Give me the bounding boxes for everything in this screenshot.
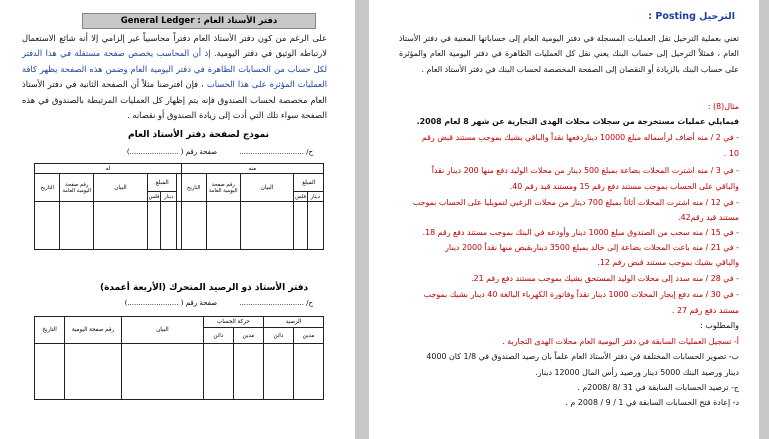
- rb-col-date: التاريخ: [35, 317, 65, 344]
- ledger-table: [34, 163, 324, 250]
- ledger-col-journal-right: رقم صفحة اليومية العامة: [206, 174, 240, 202]
- table1-account-dots: .............................: [239, 148, 304, 156]
- ledger-fils-left: فلس: [148, 193, 160, 200]
- table2-account-label: ح/: [306, 299, 313, 307]
- example-title: مثال(8) :: [707, 102, 739, 111]
- rb-header-movement: حركة الحساب: [203, 317, 263, 328]
- ledger-col-date-left: التاريخ: [35, 174, 60, 202]
- ledger-col-date-right: التاريخ: [181, 174, 206, 202]
- ledger-header-from: له: [35, 164, 182, 174]
- posting-intro: تعني بعملية الترحيل نقل العمليات المسجلة في دفتر اليومية العام إلى حساباتها المعنية في دفتر الأستاذ العام ، فمثلاً الترحيل إلى حساب البنك يعني نقل كل العمليات الظاهرة في دفتر اليومية العام والمؤثرة على حساب البنك بالزيادة أو النقصان إلى الصفحة المخصصة لحساب البنك في دفتر الأستاذ العام .: [399, 34, 739, 74]
- rb-balance-debit: مدين: [293, 328, 323, 344]
- table2-page-dots: .......................): [124, 299, 179, 307]
- table1-title: نموذج لصفحة دفتر الأستاذ العام: [128, 130, 269, 140]
- required-item-b-1: ب- تصوير الحسابات المختلفة في دفتر الأستاذ العام علماً بان رصيد الصندوق في 1/8 كان 4000: [426, 352, 739, 361]
- table2-account-dots: .............................: [239, 299, 304, 307]
- table2-account-line: [48, 299, 313, 307]
- rb-header-balance: الرصيد: [263, 317, 323, 328]
- table1-page-label: صفحة رقم (: [180, 148, 218, 156]
- required-title: والمطلوب :: [700, 321, 739, 330]
- example-item-line-9: - في 28 / منه سدد إلى محلات الوليد المستحق بشيك بموجب مستند دفع رقم 21.: [471, 274, 739, 283]
- ledger-col-amount-left: المبلغ: [147, 174, 177, 192]
- example-item-line-3: والباقي على الحساب بموجب مستند دفع رقم 15 ومستند قيد رقم 40.: [509, 182, 739, 191]
- required-item-d: د- إعادة فتح الحسابات السابقة في 1 / 9 / 2008 م .: [565, 398, 739, 407]
- example-intro: فيمايلي عمليات مستخرجة من سجلات محلات الهدى التجارية عن شهر 8 لعام 2008.: [416, 117, 739, 126]
- left-document-page: [0, 0, 355, 439]
- example-item-line-6: - في 15 / منه سحب من الصندوق مبلغ 1000 دينار وأودعه في البنك بموجب مستند دفع رقم 18.: [422, 228, 739, 237]
- table2-page-label: صفحة رقم (: [180, 299, 218, 307]
- table1-page-dots: ......................): [126, 148, 179, 156]
- example-item-line-2: - في 3 / منه اشترت المحلات بضاعة بمبلغ 500 دينار من محلات الوليد دفع منها 200 دينار نقداً: [431, 166, 739, 175]
- intro-text-2: فإن افترضنا مثلاً أن الصفحة الثانية في دفتر الأستاذ العام مخصصة لحساب الصندوق فإنه يتم إظهار كل العمليات المرتبطة بالصندوق في هذه الصفحة سواء تلك التي أدت إلى زيادة الصندوق أو نقصانه .: [22, 79, 327, 121]
- intro-text-1: على الرغم من كون دفتر الأستاذ العام دفتراً محاسبياً غير إلزامي إلا أنه شائع الاستعمال لارتباطه الوثيق في دفتر اليومية.: [22, 33, 328, 59]
- required-item-a: أ- تسجيل العمليات السابقة في دفتر اليومية العام محلات الهدى التجارية .: [502, 337, 739, 346]
- example-item-line-11: مستند دفع رقم 27 .: [671, 306, 739, 315]
- ledger-fils-right: فلس: [295, 193, 306, 200]
- rb-col-statement: البيان: [122, 317, 204, 344]
- table1-account-label: ح/: [306, 148, 313, 156]
- ledger-dinar-left: دينار: [161, 192, 177, 202]
- ledger-col-amount-right: المبلغ: [294, 174, 324, 192]
- example-item-line-10: - في 30 / منه دفع إيجار المحلات 1000 دينار نقداً وفاتورة الكهرباء البالغة 40 دينار بشيك بموجب: [423, 290, 739, 299]
- example-item-line-8: والباقي بشيك بموجب مستند قبض رقم 12.: [597, 258, 739, 267]
- required-item-b-2: دينار ورصيد البنك 5000 دينار ورصيد رأس المال 12000 دينار.: [535, 368, 739, 377]
- ledger-col-statement-right: البيان: [240, 174, 294, 202]
- rb-movement-debit: مدين: [233, 328, 263, 344]
- general-ledger-heading: General Ledger : دفتر الأستاذ العام: [82, 13, 316, 29]
- intro-text-blue: إذ أن المحاسب يخصص صفحة مستقلة في هذا الدفتر لكل حساب من الحسابات الظاهرة في دفتر اليومية العام وضمن هذه الصفحة يظهر كافة العمليات المؤثرة على هذا الحساب ،: [22, 48, 327, 90]
- running-balance-table: [34, 316, 324, 400]
- table2-title: دفتر الأستاذ ذو الرصيد المتحرك (الأربعة أعمدة): [100, 283, 309, 293]
- example-item-line-0: - في 2 / منه أضاف لرأسماله مبلغ 10000 ديناردفعها نقداً والباقي بشيك بموجب مستند قبض رقم: [421, 133, 739, 142]
- ledger-col-journal-left: رقم صفحة اليومية العامة: [60, 174, 94, 202]
- ledger-dinar-right: دينار: [307, 192, 323, 202]
- rb-col-journal-page: رقم صفحة اليومية: [65, 317, 122, 344]
- example-item-line-1: 10 .: [723, 149, 739, 158]
- table1-account-line: [48, 148, 313, 156]
- example-item-line-7: - في 21 / منه باعت المحلات بضاعة إلى خالد بمبلغ 3500 ديناربقبض منها نقداً 2000 دينار: [445, 243, 739, 252]
- posting-title: الترحيل Posting :: [648, 11, 735, 22]
- example-item-line-4: - في 12 / منه اشترت المحلات أثاثاً بمبلغ 700 دينار من محلات الزغبي لتمويليا على الحساب بموجب: [412, 198, 739, 207]
- ledger-col-statement-left: البيان: [94, 174, 148, 202]
- ledger-header-to: منه: [181, 164, 324, 174]
- rb-movement-credit: دائن: [203, 328, 233, 344]
- ledger-intro-paragraph: [22, 31, 327, 123]
- right-document-page: [369, 0, 759, 439]
- required-item-c: ج- ترصيد الحسابات السابقة في 31 /8 /2008م .: [577, 383, 739, 392]
- rb-balance-credit: دائن: [263, 328, 293, 344]
- example-item-line-5: مستند قيد رقم42.: [678, 213, 739, 222]
